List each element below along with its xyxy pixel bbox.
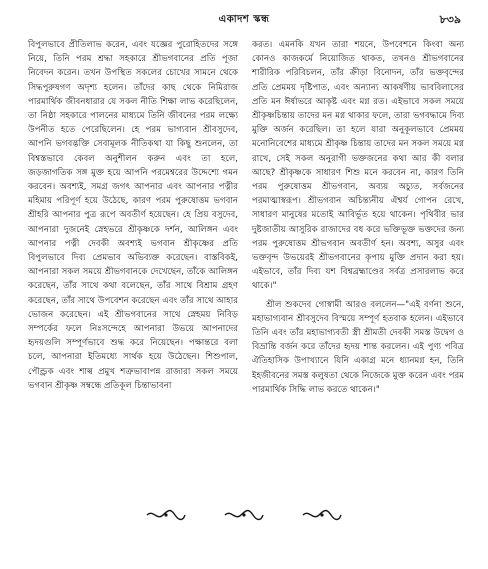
right-paragraph-2: শ্রীল শুকদেব গোস্বামী আরও বললেন—"এই বর্ণনা শুনে, মহাভাগ্যবান শ্রীবসুদেব বিস্ময়ে সম্পূর্ণ হতবাক হলেন। এইভাবে তিনি এবং তাঁর মহাভাগ্যবতী স্ত্রী শ্রীমতী দেবকী সমস্ত উদ্বেগ ও বিভ্রান্তি বর্জন করে তাঁদের হৃদয় শান্ত করলেন। এই পুণ্য পবিত্র ঐতিহাসিক উপাখ্যানে যিনি একাগ্র মনে ধ্যানমগ্ন হন, তিনি ইহজীবনের সমস্ত কলুষতা থেকে নিজেকে মুক্ত করেন এবং পরম পারমার্থিক সিদ্ধি লাভ করতে থাকেন।" [252,299,464,395]
end-of-chapter-ornaments [0,508,488,522]
left-text-column [28,38,238,393]
running-header-title: একাদশ স্কন্ধ [218,14,270,25]
decorative-ornament-icon [301,508,343,522]
page-number: ৮৩৯ [439,13,461,26]
decorative-ornament-icon [145,508,187,522]
left-paragraph-1: বিপুলভাবে প্রীতিলাভ করেন, এবং যজ্ঞের পুরোহিতদের সঙ্গে নিয়ে, তিনি পরম শ্রদ্ধা সহকারে শ্রীভগবানের প্রতি পূজা নিবেদন করেন। তখন উপস্থিত সকলের চোখের সামনে থেকে সিদ্ধপুরুষগণ অদৃশ্য হলেন। তাঁদের কাছ থেকে নিমিরাজ পারমার্থিক জীবনধারার যে সকল নীতি শিক্ষা লাভ করেছিলেন, তা নিষ্ঠা সহকারে পালনের মাধ্যমে তিনি জীবনের পরম লক্ষ্যে উপনীত হতে পেরেছিলেন। হে পরম ভাগ্যবান শ্রীবসুদেব, আপনি ভগবদ্ভক্তি সেবামূলক নীতিকথা যা কিছু শুনলেন, তা বিশ্বস্তভাবে কেবল অনুশীলন করুন এবং তা হলে, জড়জাগতিক সঙ্গ মুক্ত হয়ে আপনি পরমেশ্বরের উদ্দেশ্যে গমন করবেন। অবশ্যই, সমগ্র জগৎ আপনার এবং আপনার পত্নীর মহিমায় পরিপূর্ণ হয়ে উঠেছে, কারণ পরম পুরুষোত্তম ভগবান শ্রীহরি আপনার পুত্র রূপে অবতীর্ণ হয়েছেন। হে প্রিয় বসুদেব, আপনারা দুজনেই স্নেহভরে শ্রীকৃষ্ণকে দর্শন, আলিঙ্গন এবং আপনার পত্নী দেবকী অবশ্যই ভগবান শ্রীকৃষ্ণের প্রতি বিপুলভাবে দিব্য প্রেমভাব অভিব্যক্ত করেছেন। বাস্তবিকই, আপনারা সকল সময়ে শ্রীভগবানকে দেখেছেন, তাঁকে আলিঙ্গন করেছেন, তাঁর সাথে কথা বলেছেন, তাঁর সাথে বিশ্রাম গ্রহণ করেছেন, তাঁর সাথে উপবেশন করেছেন এবং তাঁর সাথে আহার ভোজন করেছেন। এই শ্রীভগবানের সাথে স্নেহময় নিবিড় সম্পর্কের ফলে নিঃসন্দেহে আপনারা উভয়ে আপনাদের হৃদয়গুলি সম্পূর্ণভাবে শুদ্ধ করে নিয়েছেন। পক্ষান্তরে বলা চলে, আপনারা ইতিমধ্যে সার্থক হয়ে উঠেছেন। শিশুপাল, পৌণ্ড্রক এবং শাল্ব প্রমুখ শত্রুভাবাপন্ন রাজারা সকল সময়ে ভগবান শ্রীকৃষ্ণ সম্বন্ধে প্রতিকূল চিন্তাভাবনা [28,40,239,391]
right-paragraph-1: করত। এমনকি যখন তারা শয়নে, উপবেশনে কিংবা অন্য কোনও কাজকর্মে নিয়োজিত থাকত, তখনও শ্রীভগবানের শারীরিক পরিবিচলন, তাঁর ক্রীড়া বিনোদন, তাঁর ভক্তবৃন্দের প্রতি প্রেমময় দৃষ্টিপাত, এবং অন্যান্য আকর্ষণীয় ভাববিলাসের প্রতি মন ঈর্ষাভরে আকৃষ্ট এবং মগ্ন রত। এইভাবে সকল সময়ে শ্রীকৃষ্ণচিন্তায় তাদের মন মগ্ন থাকার ফলে, তারা ভগবদ্ধামে দিব্য মুক্তি অর্জন করেছিল। তা হলে যারা অনুকূলভাবে প্রেমময় মনোনিবেশের মাধ্যমে শ্রীকৃষ্ণ চিন্তায় তাদের মন সকল সময়ে মগ্ন রাখে, সেই সকল অনুরাগী ভক্তজনের কথা আর কী বলার আছে? শ্রীকৃষ্ণকে সাধারণ শিশু মনে করবেন না, কারণ তিনি পরম পুরুষোত্তম শ্রীভগবান, অব্যয় অচ্যুত, সর্বজনের পরমাত্মাস্বরূপ। শ্রীভগবান অচিন্ত্যনীয় ঐশ্বর্য গোপন রেখে, সাধারণ মানুষের মতোই আবির্ভূত হয়ে থাকেন। পৃথিবীর ভার দুষ্টজাতীয় আসুরিক রাজাদের বধ করে ভক্তিভূক্ত ভক্তদের জন্য পরম পুরুষোত্তম শ্রীভগবান অবতীর্ণ হন। অবশ্য, অসুর এবং ভক্তবৃন্দ উভয়েরই শ্রীভগবানের কৃপায় মুক্তি প্রদান করা হয়। এইভাবে, তাঁর দিব্য যশ বিশ্বব্রহ্মাণ্ডের সর্বত্র প্রসারলাভ করে থাকে।" [252,40,464,292]
decorative-ornament-icon [223,508,265,522]
right-text-column [252,38,464,397]
